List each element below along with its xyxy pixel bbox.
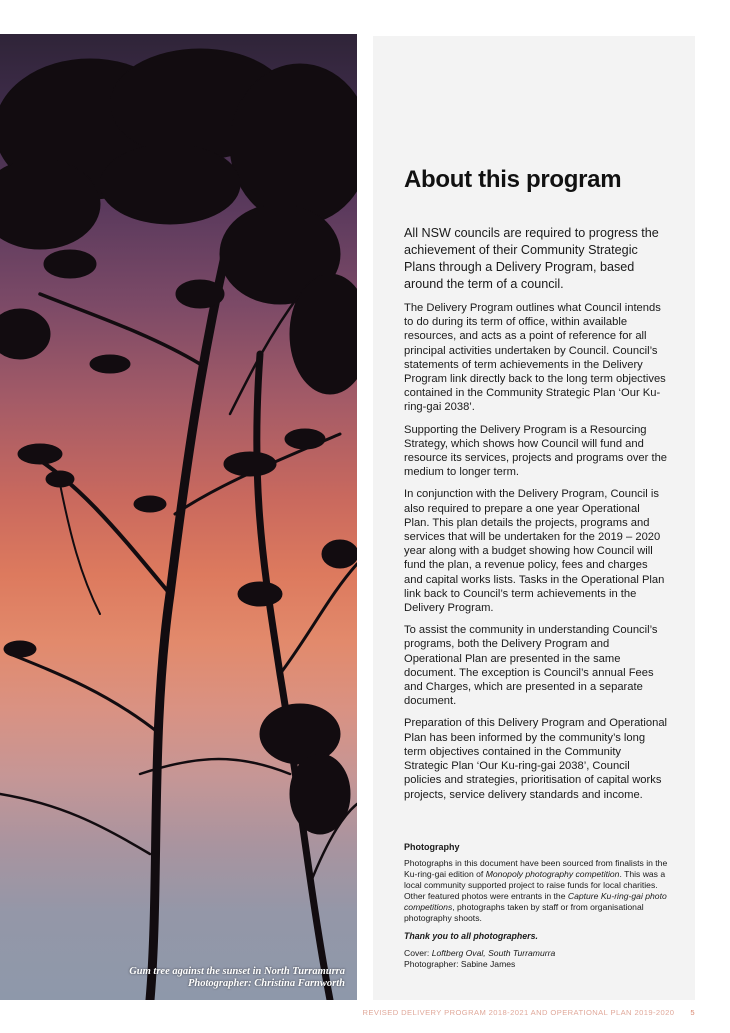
intro-paragraph: All NSW councils are required to progress the achievement of their Community Strategic Plans through a Delivery Program, based around the term of a council. bbox=[404, 226, 659, 291]
page-title: About this program bbox=[404, 166, 622, 193]
cover-credit bbox=[404, 948, 668, 959]
caption-photographer: Photographer: Christina Farnworth bbox=[188, 978, 345, 989]
page-number: 5 bbox=[690, 1008, 695, 1017]
competition-name: Monopoly photography competition bbox=[485, 869, 620, 879]
competition-name-capture: Capture Ku-ring-gai photo competitions bbox=[404, 891, 667, 912]
page-footer bbox=[362, 1008, 695, 1017]
photography-section bbox=[404, 842, 668, 970]
content-panel bbox=[373, 36, 695, 1000]
photography-thanks: Thank you to all photographers. bbox=[404, 931, 538, 941]
cover-place: Loftberg Oval, South Turramurra bbox=[431, 948, 556, 958]
paragraph-preparation: Preparation of this Delivery Program and Operational Plan has been informed by the community’s long term objectives contained in the Community Strategic Plan ‘Our Ku-ring-gai 2038’, Council policies and strategies, prioritisation of capital works projects, service delivery standards and income. bbox=[404, 717, 668, 801]
photo-caption bbox=[129, 966, 345, 990]
photography-text-1: Photographs in this document have been sourced from finalists in the Ku-ring-gai edition of bbox=[404, 858, 668, 879]
paragraph-delivery-program: The Delivery Program outlines what Council intends to do during its term of office, within available resources, and acts as a point of reference for all principal activities undertaken by Council. Council’s statements of term achievements in the Delivery Program link directly back to the long term objectives contained in the Community Strategic Plan ‘Our Ku-ring-gai 2038’. bbox=[404, 302, 666, 414]
cover-photographer: Photographer: Sabine James bbox=[404, 959, 516, 969]
photography-heading: Photography bbox=[404, 842, 460, 852]
photography-text-2: . This was a local community supported project to raise funds for local charities. Other featured photos were entrants in the bbox=[404, 869, 666, 901]
footer-document-title: REVISED DELIVERY PROGRAM 2018-2021 AND OPERATIONAL PLAN 2019-2020 bbox=[362, 1008, 675, 1017]
paragraph-resourcing-strategy: Supporting the Delivery Program is a Resourcing Strategy, which shows how Council will fund and resource its services, projects and programs over the medium to longer term. bbox=[404, 423, 668, 479]
photography-description bbox=[404, 858, 668, 924]
sunset-gum-tree-photo bbox=[0, 34, 357, 1000]
tree-silhouette bbox=[0, 34, 357, 1000]
paragraph-community-understanding: To assist the community in understanding Council’s programs, both the Delivery Program and Operational Plan are presented in the same document. The exception is Council’s annual Fees and Charges, which are presented in a separate document. bbox=[404, 624, 658, 708]
caption-title: Gum tree against the sunset in North Turramurra bbox=[129, 966, 345, 977]
paragraph-operational-plan: In conjunction with the Delivery Program, Council is also required to prepare a one year Operational Plan. This plan details the projects, programs and services that will be undertaken for the 2019 – 2020 year along with a budget showing how Council will fund the plan, a revenue policy, fees and charges and capital works lists. Tasks in the Operational Plan link back to Council’s term achievements in the Delivery Program. bbox=[404, 488, 665, 615]
photography-text-3: , photographs taken by staff or from organisational photography shoots. bbox=[404, 902, 644, 923]
body-text bbox=[404, 225, 668, 810]
cover-label: Cover: bbox=[404, 948, 432, 958]
